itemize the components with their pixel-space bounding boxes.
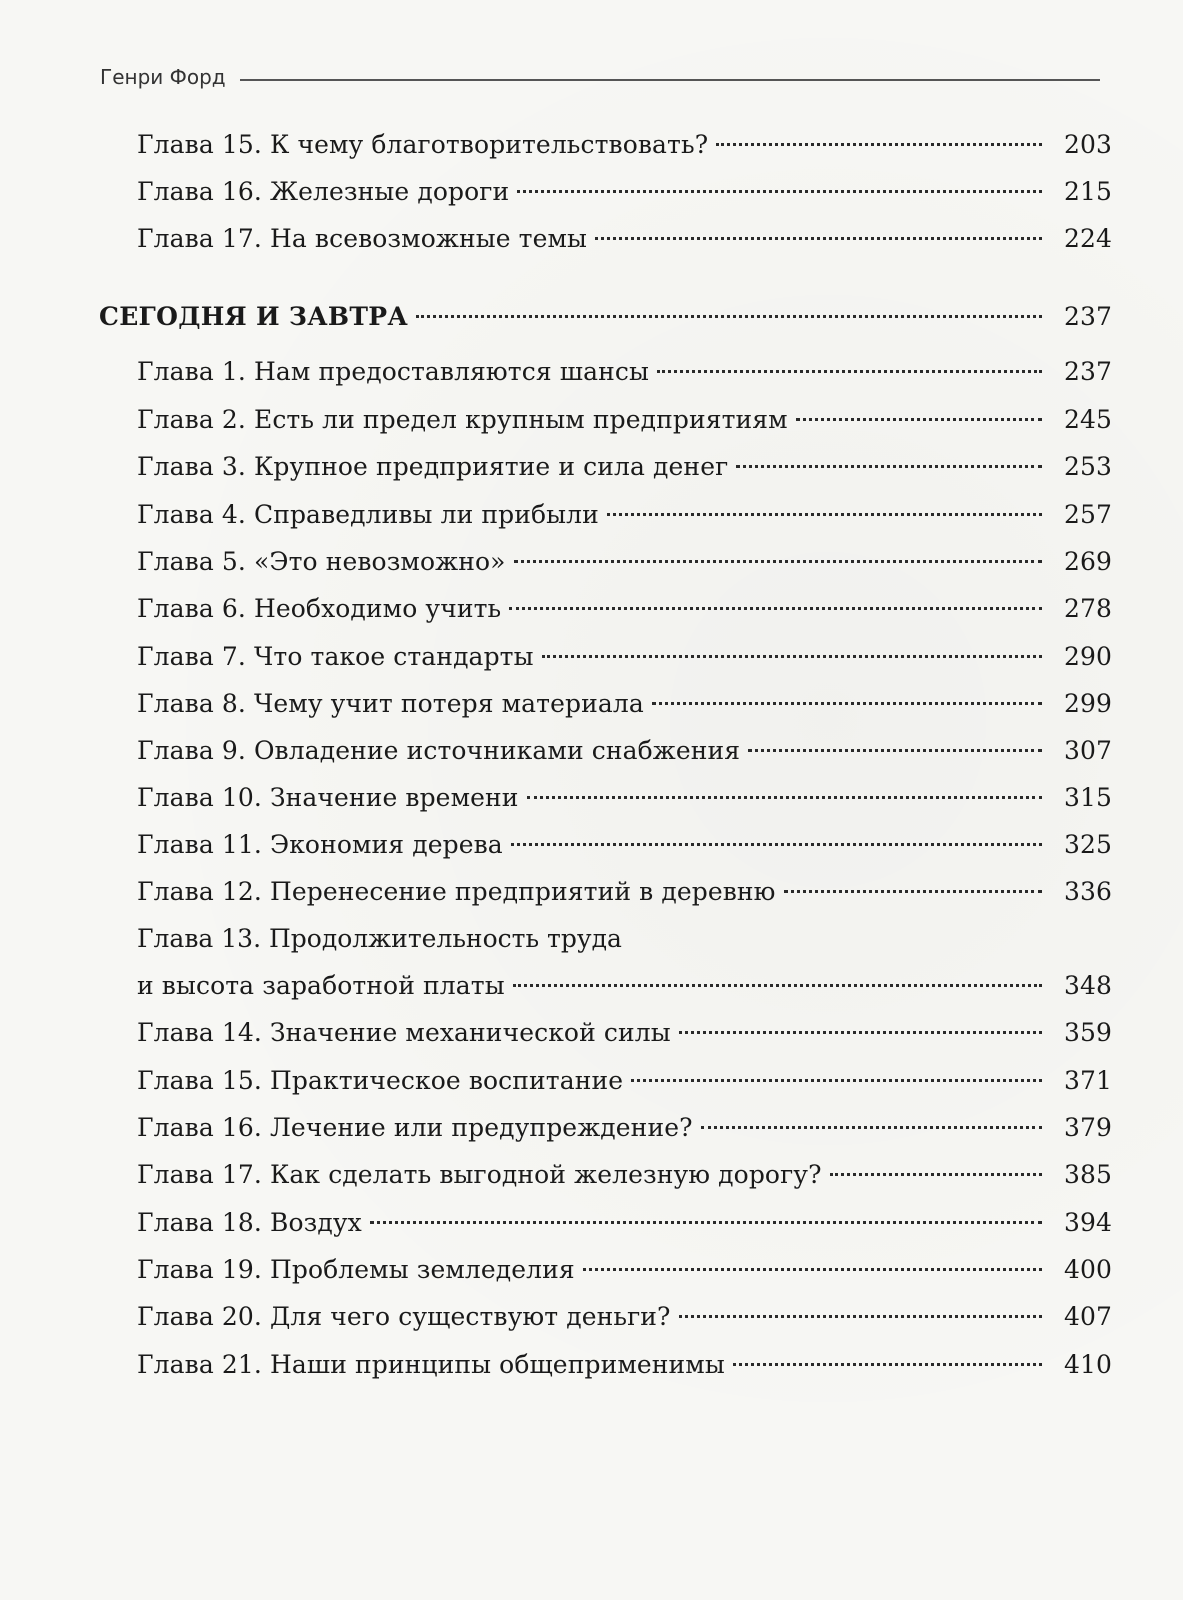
toc-entry-page: 307	[1063, 736, 1112, 765]
dot-leader	[748, 749, 1042, 752]
dot-leader	[736, 465, 1042, 468]
toc-entry-page: 315	[1063, 783, 1112, 812]
toc-entry-title: Глава 16. Железные дороги	[137, 177, 510, 206]
dot-leader	[513, 984, 1042, 987]
toc-entry	[137, 1300, 1112, 1334]
toc-entry	[137, 355, 1112, 389]
toc-entry-title: Глава 2. Есть ли предел крупным предприятиям	[137, 405, 788, 434]
toc-entry-page: 237	[1063, 357, 1112, 386]
toc-entry	[137, 687, 1112, 721]
toc-entry-title: Глава 11. Экономия дерева	[137, 830, 503, 859]
toc-entry-title: Глава 9. Овладение источниками снабжения	[137, 736, 741, 765]
toc-part-title: СЕГОДНЯ И ЗАВТРА	[99, 302, 408, 331]
dot-leader	[511, 843, 1042, 846]
toc-entry-title: Глава 1. Нам предоставляются шансы	[137, 357, 649, 386]
toc-entry-title: Глава 17. На всевозможные темы	[137, 224, 588, 253]
dot-leader	[509, 607, 1042, 610]
toc-entry-title: Глава 17. Как сделать выгодной железную дорогу?	[137, 1160, 822, 1189]
dot-leader	[830, 1173, 1042, 1176]
toc-entry	[137, 828, 1112, 862]
toc-entry-page: 269	[1063, 547, 1112, 576]
toc-entry-page: 245	[1063, 405, 1112, 434]
toc-entry-title-line1: Глава 13. Продолжительность труда	[137, 924, 622, 953]
toc-entry-page: 215	[1063, 177, 1112, 206]
dot-leader	[657, 370, 1042, 373]
toc-entry-title: Глава 21. Наши принципы общеприменимы	[137, 1350, 725, 1379]
dot-leader	[607, 513, 1042, 516]
toc-entry-page: 410	[1063, 1350, 1112, 1379]
toc-entry	[137, 1253, 1112, 1287]
toc-entry	[137, 128, 1112, 162]
toc-entry-page: 325	[1063, 830, 1112, 859]
toc-entry-title: Глава 3. Крупное предприятие и сила денег	[137, 452, 729, 481]
author-name: Генри Форд	[100, 65, 226, 89]
dot-leader	[542, 655, 1042, 658]
toc-part-heading	[99, 300, 1112, 334]
dot-leader	[517, 190, 1042, 193]
dot-leader	[595, 237, 1042, 240]
toc-entry-page: 359	[1063, 1018, 1112, 1047]
toc-entry-title: Глава 15. К чему благотворительствовать?	[137, 130, 709, 159]
toc-part-page: 237	[1063, 302, 1112, 331]
toc-entry	[137, 1348, 1112, 1382]
dot-leader	[652, 702, 1042, 705]
toc-entry-page: 379	[1063, 1113, 1112, 1142]
toc-entry-title: Глава 15. Практическое воспитание	[137, 1066, 624, 1095]
dot-leader	[631, 1079, 1042, 1082]
toc-entry-title: Глава 4. Справедливы ли прибыли	[137, 500, 599, 529]
dot-leader	[527, 796, 1042, 799]
toc-entry-page: 407	[1063, 1302, 1112, 1331]
toc-entry	[137, 545, 1112, 579]
dot-leader	[733, 1363, 1042, 1366]
toc-entry	[137, 222, 1112, 256]
toc-entry	[137, 403, 1112, 437]
toc-entry	[137, 969, 1112, 1003]
dot-leader	[583, 1268, 1042, 1271]
toc-entry-page: 257	[1063, 500, 1112, 529]
toc-entry-page: 394	[1063, 1208, 1112, 1237]
toc-entry	[137, 781, 1112, 815]
toc-entry-page: 371	[1063, 1066, 1112, 1095]
dot-leader	[716, 143, 1042, 146]
toc-entry	[137, 1111, 1112, 1145]
toc-entry-page: 385	[1063, 1160, 1112, 1189]
toc-entry	[137, 450, 1112, 484]
dot-leader	[679, 1315, 1042, 1318]
toc-entry	[137, 640, 1112, 674]
toc-entry-page: 253	[1063, 452, 1112, 481]
toc-entry-page: 400	[1063, 1255, 1112, 1284]
dot-leader	[679, 1031, 1042, 1034]
dot-leader	[701, 1126, 1042, 1129]
toc-entry-title: Глава 6. Необходимо учить	[137, 594, 502, 623]
toc-entry-title: и высота заработной платы	[137, 971, 505, 1000]
toc-entry-title: Глава 5. «Это невозможно»	[137, 547, 506, 576]
toc-entry-title: Глава 10. Значение времени	[137, 783, 519, 812]
toc-entry-page: 203	[1063, 130, 1112, 159]
toc-entry	[137, 175, 1112, 209]
toc-entry	[137, 875, 1112, 909]
toc-entry	[137, 1064, 1112, 1098]
dot-leader	[514, 560, 1042, 563]
toc-entry-title: Глава 19. Проблемы земледелия	[137, 1255, 575, 1284]
toc-entry-title: Глава 14. Значение механической силы	[137, 1018, 671, 1047]
toc-entry-page: 299	[1063, 689, 1112, 718]
toc-entry	[137, 734, 1112, 768]
dot-leader	[796, 418, 1042, 421]
dot-leader	[370, 1221, 1042, 1224]
toc-entry-page: 290	[1063, 642, 1112, 671]
toc-entry	[137, 592, 1112, 626]
toc-entry-page: 278	[1063, 594, 1112, 623]
toc-entry-title: Глава 12. Перенесение предприятий в деревню	[137, 877, 776, 906]
dot-leader	[784, 890, 1042, 893]
toc-entry-title: Глава 16. Лечение или предупреждение?	[137, 1113, 693, 1142]
toc-entry-title: Глава 8. Чему учит потеря материала	[137, 689, 644, 718]
toc-entry-page: 224	[1063, 224, 1112, 253]
toc-entry-title: Глава 20. Для чего существуют деньги?	[137, 1302, 671, 1331]
toc-entry-title: Глава 7. Что такое стандарты	[137, 642, 534, 671]
toc-entry	[137, 1158, 1112, 1192]
toc-entry-page: 348	[1063, 971, 1112, 1000]
toc-entry-page: 336	[1063, 877, 1112, 906]
toc-entry	[137, 1016, 1112, 1050]
dot-leader	[416, 315, 1042, 318]
toc-entry	[137, 1206, 1112, 1240]
toc-entry-title: Глава 18. Воздух	[137, 1208, 362, 1237]
toc-entry	[137, 498, 1112, 532]
